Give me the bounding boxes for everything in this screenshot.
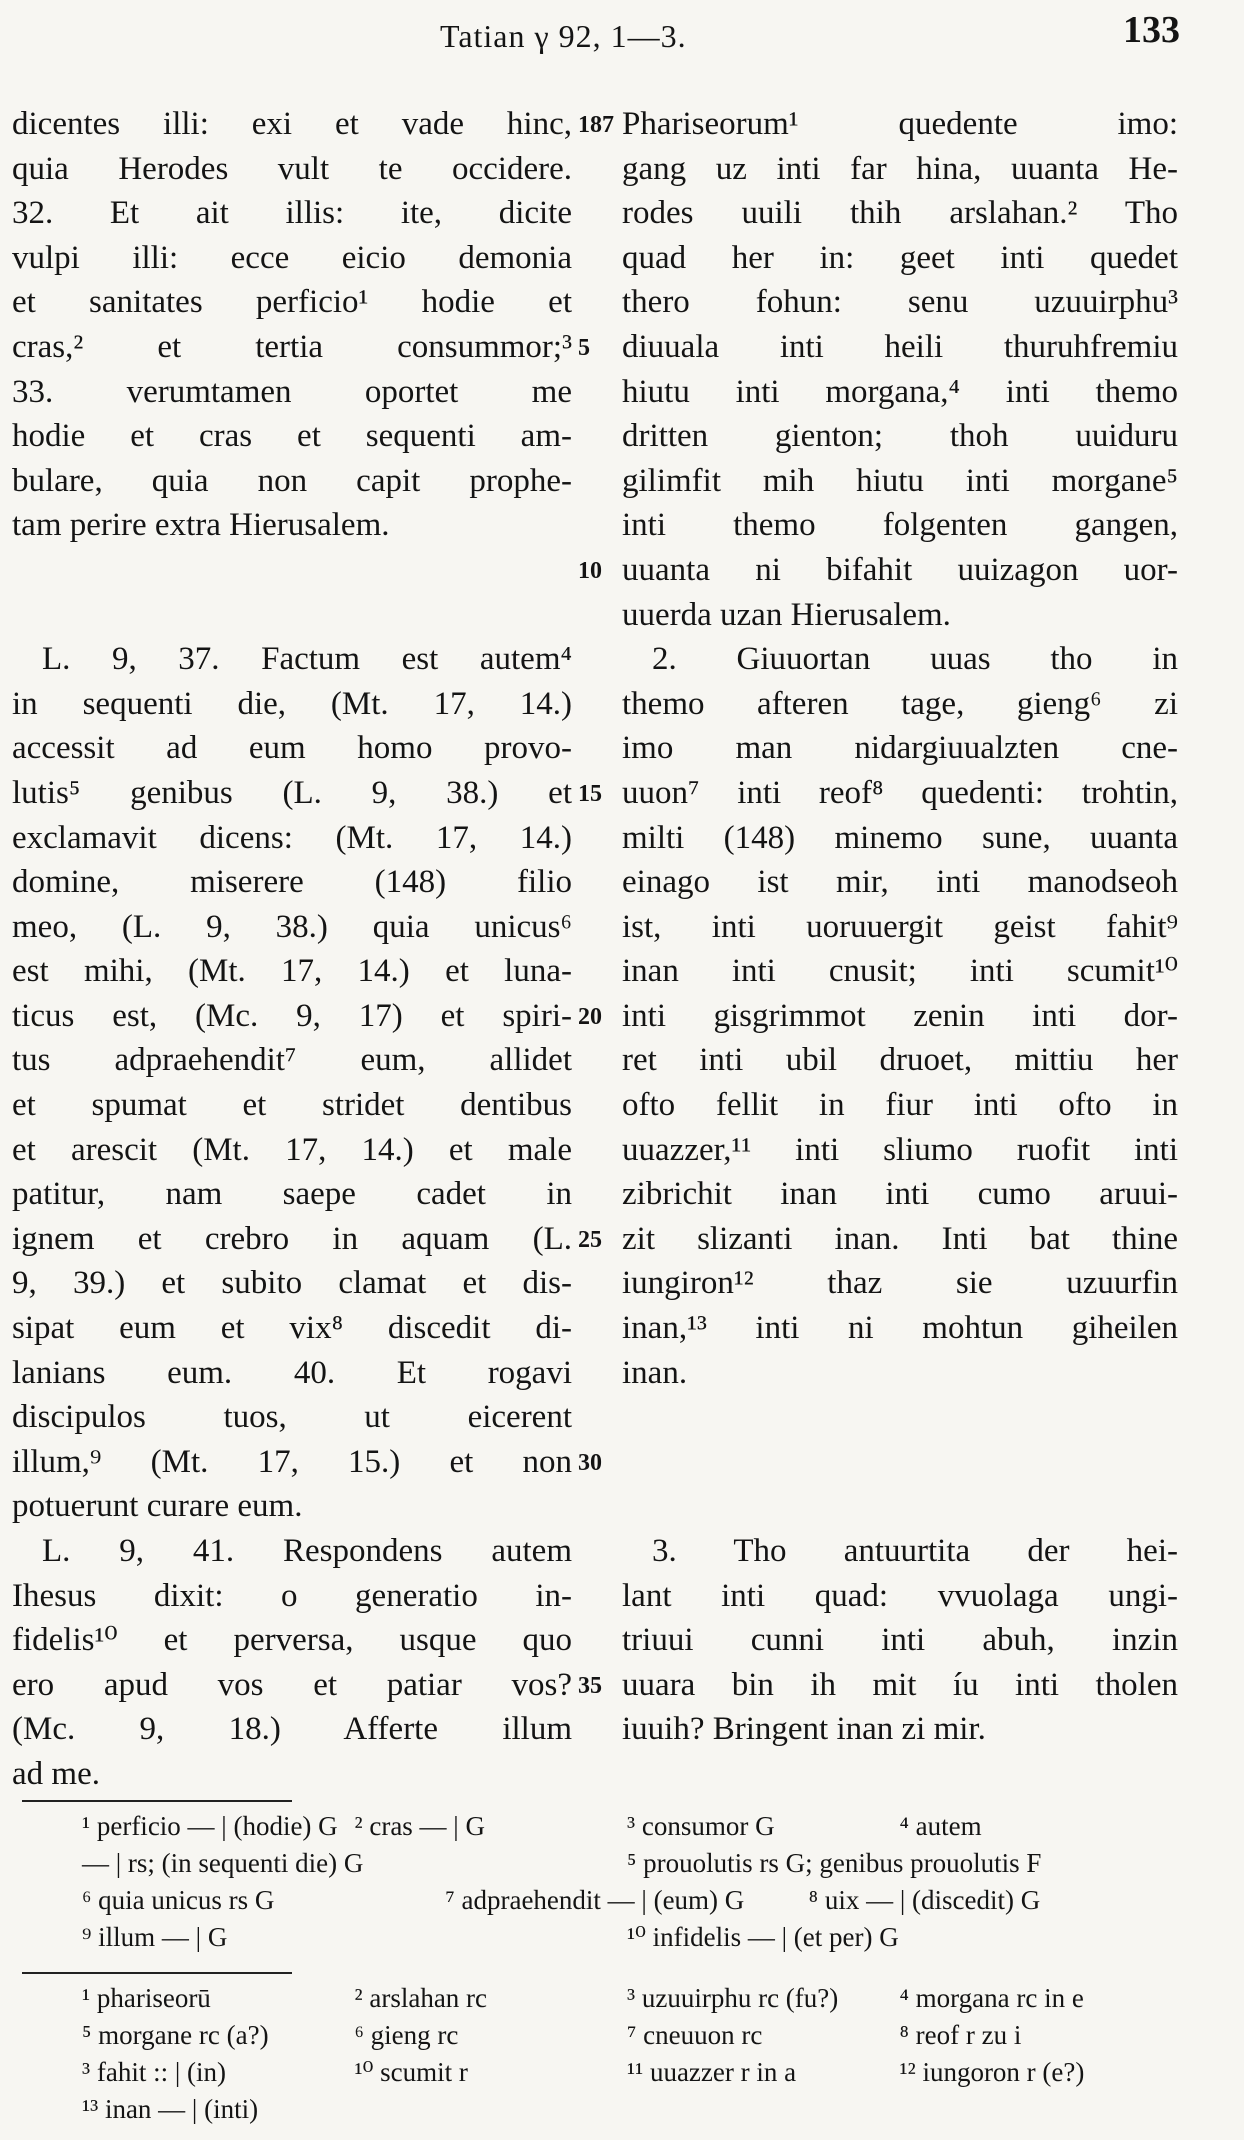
latin-line: tus adpraehendit⁷ eum, allidet [12, 1042, 572, 1079]
footnote: ⁷ adpraehendit — | (eum) G [445, 1885, 745, 1915]
german-line: 3. Tho antuurtita der hei- [652, 1533, 1178, 1569]
latin-line: 32. Et ait illis: ite, dicite [12, 195, 572, 232]
latin-line: discipulos tuos, ut eicerent [12, 1399, 572, 1436]
footnote: ² arslahan rc [354, 1983, 488, 2013]
old-high-german-text-column [622, 102, 1178, 1797]
footnote-line [22, 1845, 1192, 1882]
german-line: inti gisgrimmot zenin inti dor- [622, 997, 1178, 1034]
latin-line: (Mc. 9, 18.) Afferte illum [12, 1711, 572, 1748]
footnote: ³ fahit :: | (in) [82, 2057, 226, 2087]
footnote-line [22, 1980, 1192, 2017]
latin-line: L. 9, 41. Respondens autem [42, 1533, 572, 1569]
footnote: ⁴ autem [899, 1811, 982, 1841]
german-line: hiutu inti morgana,⁴ inti themo [622, 373, 1178, 410]
latin-line: meo, (L. 9, 38.) quia unicus⁶ [12, 908, 572, 945]
footnote: ⁴ morgana rc in e [899, 1983, 1084, 2013]
german-line: uuara bin ih mit íu inti tholen [622, 1666, 1178, 1703]
german-line: triuui cunni inti abuh, inzin [622, 1622, 1178, 1659]
latin-line: tam perire extra Hierusalem. [12, 507, 390, 544]
latin-line: ignem et crebro in aquam (L. [12, 1220, 572, 1257]
german-line [622, 1440, 1178, 1485]
latin-line: Ihesus dixit: o generatio in- [12, 1577, 572, 1614]
footnotes-latin [22, 1808, 1192, 1956]
line-number: 35 [578, 1673, 602, 1699]
latin-line: ticus est, (Mc. 9, 17) et spiri- [12, 997, 572, 1034]
footnote: ¹² iungoron r (e?) [899, 2057, 1085, 2087]
latin-line: et sanitates perficio¹ hodie et [12, 284, 572, 321]
latin-line: vulpi illi: ecce eicio demonia [12, 239, 572, 276]
footnote: ⁸ uix — | (discedit) G [808, 1885, 1041, 1915]
latin-line: hodie et cras et sequenti am- [12, 418, 572, 455]
german-line [622, 1484, 1178, 1529]
latin-line: L. 9, 37. Factum est autem⁴ [42, 641, 572, 678]
footnote: ⁷ cneuuon rc [627, 2020, 763, 2050]
latin-line: patitur, nam saepe cadet in [12, 1176, 572, 1213]
german-line: 2. Giuuortan uuas tho in [652, 641, 1178, 678]
footnote: ¹⁰ infidelis — | (et per) G [627, 1922, 899, 1952]
latin-line [12, 593, 572, 638]
footnote-line [22, 1919, 1192, 1956]
german-line: einago ist mir, inti manodseoh [622, 864, 1178, 901]
german-line: gang uz inti far hina, uuanta He- [622, 150, 1178, 187]
footnote: ⁹ illum — | G [82, 1922, 228, 1952]
footnote: ³ consumor G [627, 1811, 775, 1841]
german-line: imo man nidargiuualzten cne- [622, 730, 1178, 767]
footnote: ¹¹ uuazzer r in a [627, 2057, 797, 2087]
line-number: 10 [578, 558, 602, 584]
running-header: Tatian γ 92, 1—3. [440, 18, 687, 54]
german-line: ist, inti uoruuergit geist fahit⁹ [622, 908, 1178, 945]
german-line: diuuala inti heili thuruhfremiu [622, 328, 1178, 365]
german-line: inan. [622, 1354, 688, 1391]
line-number: 5 [578, 335, 590, 361]
page-number: 133 [1123, 9, 1180, 51]
german-line: zit slizanti inan. Inti bat thine [622, 1220, 1178, 1257]
footnote-line [22, 2017, 1192, 2054]
german-line: uuon⁷ inti reof⁸ quedenti: trohtin, [622, 774, 1178, 811]
german-line: Phariseorum¹ quedente imo: [622, 106, 1178, 142]
footnote: ¹³ inan — | (inti) [82, 2094, 259, 2124]
footnote: ⁶ gieng rc [354, 2020, 459, 2050]
latin-line: est mihi, (Mt. 17, 14.) et luna- [12, 953, 572, 990]
footnote: ⁸ reof r zu i [899, 2020, 1022, 2050]
line-number: 20 [578, 1004, 602, 1030]
german-line: themo afteren tage, gieng⁶ zi [622, 685, 1178, 722]
footnotes-german [22, 1980, 1192, 2128]
footnote: — | rs; (in sequenti die) G [82, 1848, 364, 1878]
footnote-rule-latin [22, 1800, 292, 1802]
latin-line: 33. verumtamen oportet me [12, 373, 572, 410]
latin-line: fidelis¹⁰ et perversa, usque quo [12, 1622, 572, 1659]
line-number: 30 [578, 1450, 602, 1476]
latin-line: in sequenti die, (Mt. 17, 14.) [12, 685, 572, 722]
german-line: inan inti cnusit; inti scumit¹⁰ [622, 953, 1178, 990]
german-line: ofto fellit in fiur inti ofto in [622, 1087, 1178, 1124]
german-line: uuerda uzan Hierusalem. [622, 596, 951, 633]
line-number: 15 [578, 781, 602, 807]
german-line: lant inti quad: vvuolaga ungi- [622, 1577, 1178, 1614]
latin-line [12, 548, 572, 593]
german-line: quad her in: geet inti quedet [622, 239, 1178, 276]
german-line: ret inti ubil druoet, mittiu her [622, 1042, 1178, 1079]
footnote: ⁵ prouolutis rs G; genibus prouolutis F [627, 1848, 1042, 1878]
german-line: uuanta ni bifahit uuizagon uor- [622, 551, 1178, 588]
latin-line: et arescit (Mt. 17, 14.) et male [12, 1131, 572, 1168]
latin-line: accessit ad eum homo provo- [12, 730, 572, 767]
footnote-line [22, 2054, 1192, 2091]
line-number: 25 [578, 1227, 602, 1253]
latin-line: 9, 39.) et subito clamat et dis- [12, 1265, 572, 1302]
footnote-line [22, 2091, 1192, 2128]
german-line: milti (148) minemo sune, uuanta [622, 819, 1178, 856]
german-line: zibrichit inan inti cumo aruui- [622, 1176, 1178, 1213]
latin-text-column [12, 102, 572, 1797]
latin-line: domine, miserere (148) filio [12, 864, 572, 901]
german-line: gilimfit mih hiutu inti morgane⁵ [622, 462, 1178, 499]
footnote-rule-german [22, 1972, 292, 1974]
german-line: iungiron¹² thaz sie uzuurfin [622, 1265, 1178, 1302]
footnote: ² cras — | G [354, 1811, 485, 1841]
latin-line: sipat eum et vix⁸ discedit di- [12, 1310, 572, 1347]
latin-line: exclamavit dicens: (Mt. 17, 14.) [12, 819, 572, 856]
footnote: ⁶ quia unicus rs G [82, 1885, 275, 1915]
latin-line: cras,² et tertia consummor;³ [12, 328, 572, 365]
latin-line: quia Herodes vult te occidere. [12, 150, 572, 187]
footnote: ¹⁰ scumit r [354, 2057, 468, 2087]
footnote: ³ uzuuirphu rc (fu?) [627, 1983, 839, 2013]
german-line: inan,¹³ inti ni mohtun giheilen [622, 1310, 1178, 1347]
latin-line: ad me. [12, 1755, 100, 1792]
latin-line: lanians eum. 40. Et rogavi [12, 1354, 572, 1391]
latin-line: lutis⁵ genibus (L. 9, 38.) et [12, 774, 572, 811]
german-line [622, 1752, 1178, 1797]
footnote: ¹ perficio — | (hodie) G [82, 1811, 338, 1841]
latin-line: et spumat et stridet dentibus [12, 1087, 572, 1124]
german-line: dritten gienton; thoh uuiduru [622, 418, 1178, 455]
latin-line: potuerunt curare eum. [12, 1488, 303, 1525]
german-line: inti themo folgenten gangen, [622, 507, 1178, 544]
latin-line: bulare, quia non capit prophe- [12, 462, 572, 499]
footnote-line [22, 1808, 1192, 1845]
latin-line: illum,⁹ (Mt. 17, 15.) et non [12, 1443, 572, 1480]
footnote-line [22, 1882, 1192, 1919]
footnote: ¹ phariseorū [82, 1983, 211, 2013]
german-line [622, 1395, 1178, 1440]
latin-line: ero apud vos et patiar vos? [12, 1666, 572, 1703]
german-line: iuuih? Bringent inan zi mir. [622, 1711, 986, 1748]
german-line: uuazzer,¹¹ inti sliumo ruofit inti [622, 1131, 1178, 1168]
german-line: rodes uuili thih arslahan.² Tho [622, 195, 1178, 232]
footnote: ⁵ morgane rc (a?) [82, 2020, 269, 2050]
german-line: thero fohun: senu uzuuirphu³ [622, 284, 1178, 321]
latin-line: dicentes illi: exi et vade hinc, [12, 106, 572, 142]
line-number: 187 [578, 112, 614, 138]
